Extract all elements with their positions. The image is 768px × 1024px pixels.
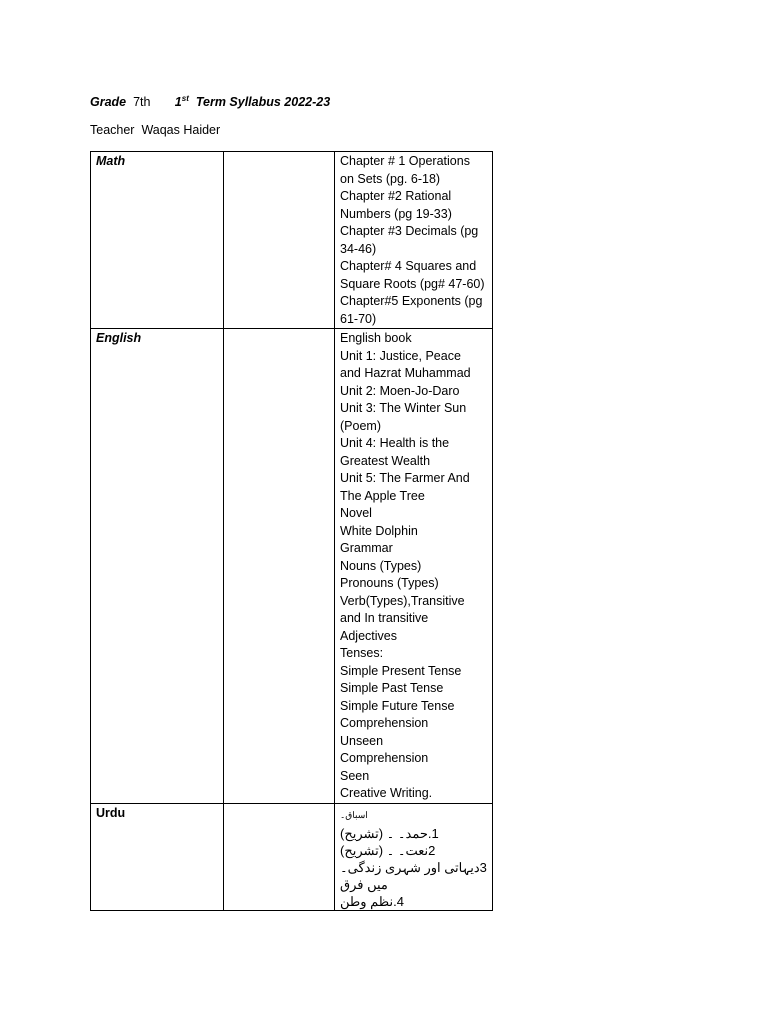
topic-line: Square Roots (pg# 47-60) (340, 276, 485, 291)
topic-line: Chapter# 4 Squares and (340, 259, 477, 273)
urdu-topics (340, 805, 487, 910)
urdu-heading: اسباق۔ (340, 809, 368, 820)
topic-line: Unseen (340, 733, 384, 748)
topic-line: Unit 1: Justice, Peace (340, 348, 461, 363)
topic-line: on Sets (pg. 6-18) (340, 171, 441, 186)
topic-line: Unit 4: Health is the (340, 436, 450, 450)
topic-line: Verb(Types),Transitive (340, 593, 465, 608)
topic-line: Grammar (340, 541, 393, 555)
topic-line: Greatest Wealth (340, 453, 431, 468)
table-row-math (91, 152, 493, 329)
topic-line: Chapter # 1 Operations (340, 154, 470, 168)
topic-line: 1.حمد۔ ۔ (تشریح) (340, 825, 439, 841)
topic-line: Chapter#5 Exponents (pg (340, 294, 483, 308)
empty-cell (224, 152, 335, 329)
topic-line: Numbers (pg 19-33) (340, 206, 452, 221)
subject-cell (91, 329, 224, 804)
topic-line: Simple Past Tense (340, 681, 444, 695)
grade-value: 7th (133, 95, 151, 110)
topic-line: 2نعت۔ ۔ (تشریح) (340, 842, 436, 858)
document-heading (90, 94, 330, 109)
topic-line: and Hazrat Muhammad (340, 366, 471, 380)
topic-line: Novel (340, 506, 372, 520)
topic-line: Adjectives (340, 628, 397, 643)
topic-line: 4.نظم وطن (340, 893, 404, 909)
topic-line: Nouns (Types) (340, 558, 422, 573)
table-row-urdu (91, 803, 493, 910)
topics-cell (335, 329, 493, 804)
subject-urdu: Urdu (96, 805, 126, 820)
table-row-english (91, 329, 493, 804)
empty-cell (224, 803, 335, 910)
topic-line: (Poem) (340, 418, 381, 433)
topics-cell (335, 803, 493, 910)
topic-line: Unit 2: Moen-Jo-Daro (340, 383, 460, 398)
topic-line: The Apple Tree (340, 488, 425, 503)
syllabus-table (90, 151, 493, 911)
subject-cell (91, 803, 224, 910)
topic-line: Tenses: (340, 646, 384, 660)
topic-line: Simple Present Tense (340, 663, 462, 678)
topic-line: Seen (340, 768, 370, 783)
teacher-label: Teacher (90, 123, 135, 137)
topic-line: 3دیہاتی اور شہری زندگی۔ (340, 859, 487, 875)
term-title: Term Syllabus 2022-23 (195, 95, 331, 110)
topic-line: English book (340, 331, 412, 345)
english-topics (340, 330, 487, 803)
topic-line: Chapter #3 Decimals (pg (340, 224, 479, 238)
subject-english: English (96, 331, 142, 345)
topic-line: Comprehension (340, 716, 429, 730)
term-suffix: st (181, 94, 189, 103)
topics-cell (335, 152, 493, 329)
grade-label: Grade (90, 95, 127, 110)
empty-cell (224, 329, 335, 804)
topic-line: Unit 5: The Farmer And (340, 471, 470, 485)
subject-math: Math (96, 154, 126, 168)
teacher-line (90, 123, 220, 137)
subject-cell (91, 152, 224, 329)
topic-line: White Dolphin (340, 523, 418, 538)
topic-line: Simple Future Tense (340, 698, 455, 713)
math-topics (340, 153, 487, 328)
topic-line: Comprehension (340, 751, 429, 765)
topic-line: Unit 3: The Winter Sun (340, 401, 467, 415)
topic-line: Creative Writing. (340, 786, 433, 800)
topic-line: 34-46) (340, 241, 377, 256)
teacher-name: Waqas Haider (141, 123, 221, 137)
topic-line: میں فرق (340, 876, 388, 892)
topic-line: Chapter #2 Rational (340, 189, 452, 203)
term-number: 1 (174, 95, 182, 110)
urdu-lines (340, 825, 487, 910)
topic-line: 61-70) (340, 311, 377, 326)
topic-line: Pronouns (Types) (340, 576, 439, 590)
topic-line: and In transitive (340, 611, 429, 625)
